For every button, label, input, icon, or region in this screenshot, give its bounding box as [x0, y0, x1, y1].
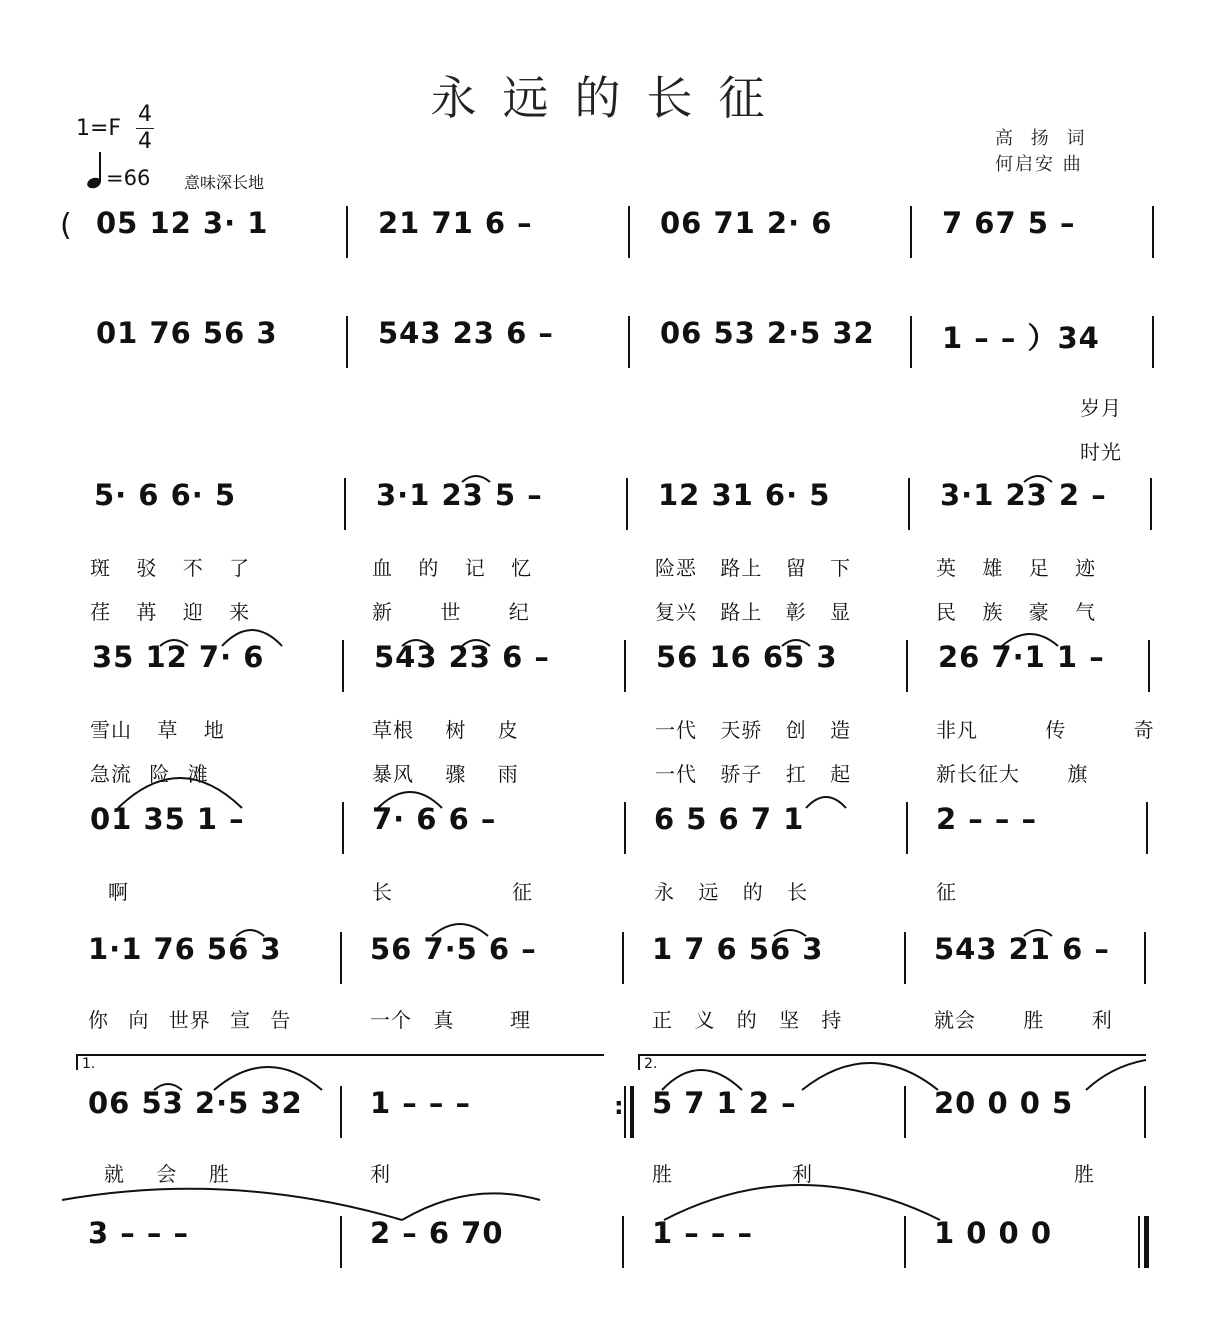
lyric: 时光 [1080, 440, 1122, 464]
volta-second-ending: 2. [638, 1054, 1146, 1070]
measure: 3 – – – [88, 1216, 189, 1250]
measure: 01 76 56 3 [96, 316, 278, 350]
lyric: 永 远 的 长 [654, 880, 809, 904]
measure: 56 16 65 3 [656, 640, 838, 674]
tempo-marking: =66 [106, 166, 151, 190]
lyric: 雪山 草 地 [90, 718, 225, 742]
measure: 35 12 7· 6 [92, 640, 265, 674]
lyric: 草根 树 皮 [372, 718, 519, 742]
expression-marking: 意味深长地 [184, 173, 265, 192]
measure: 05 12 3· 1 [96, 206, 269, 240]
measure: 26 7·1 1 – [938, 640, 1105, 674]
lyric: 荏 苒 迎 来 [90, 600, 251, 624]
lyric: 就 会 胜 [104, 1162, 230, 1186]
lyric: 急流 险 滩 [90, 762, 209, 786]
score-page: 永远的长征 高 扬 词 何启安 曲 1=F 4 4 =66 意味深长地 ( 05 12 3· 1 21 71 6 – 06 71 2· 6 7 67 5 – 01 76 56 3 543 23 6 – 06 53 2·5 32 1 – – ）34 岁月 时光 5· 6 6· 5 3·1 23 5 – 12 31 6· 5 3·1 23 2 – 斑 驳 不 了 血 的 记 忆 险恶 路上 留 下 英 雄 足 迹 荏 苒 迎 来 新 世 纪 复兴 路上 彰 显 民 族 豪 气 35 12 7· 6 543 23 6 – 56 16 65 3 26 7·1 1 – 雪山 草 地 草根 树 皮 一代 天骄 创 造 非凡 传 奇 急流 险 滩 暴风 骤 雨 一代 骄子 扛 起 新长征大 旗 01 35 1 – 7· 6 6 – 6 5 6 7 1 2 – – – 啊 长 征 永 远 的 长 征 1·1 76 56 3 56 7·5 6 – 1 7 6 56 3 543 21 6 – 你 向 世界 宣 告 一个 真 理 正 义 的 坚 持 就会 胜 利 1. 2. 06 53 2·5 32 1 – – – : 5 7 1 2 – 20 0 0 5 就 会 胜 利 胜 利 胜 3 – – – 2 – 6 70 1 – – – 1 0 0 0 [0, 0, 1221, 1330]
lyricist-credit: 高 扬 词 [995, 128, 1091, 149]
measure: 06 71 2· 6 [660, 206, 833, 240]
lyric: 新长征大 旗 [936, 762, 1089, 786]
measure: 20 0 0 5 [934, 1086, 1074, 1120]
lyric: 血 的 记 忆 [372, 556, 533, 580]
measure: 5· 6 6· 5 [94, 478, 237, 512]
lyric: 复兴 路上 彰 显 [655, 600, 852, 624]
lyric: 利 [370, 1162, 391, 1186]
measure: 1 0 0 0 [934, 1216, 1053, 1250]
lyric: 就会 胜 利 [934, 1008, 1113, 1032]
lyric: 正 义 的 坚 持 [652, 1008, 843, 1032]
key-signature: 1=F [76, 116, 122, 141]
measure: 12 31 6· 5 [658, 478, 831, 512]
measure: 543 23 6 – [378, 316, 554, 350]
measure: 1 – – ）34 [942, 321, 1100, 355]
time-signature-top: 4 [138, 102, 152, 127]
measure: 1·1 76 56 3 [88, 932, 282, 966]
measure: 543 23 6 – [374, 640, 550, 674]
measure: 6 5 6 7 1 [654, 802, 805, 836]
song-title: 永远的长征 [430, 71, 791, 125]
time-signature-bottom: 4 [138, 129, 152, 154]
measure: 2 – 6 70 [370, 1216, 504, 1250]
lyric: 新 世 纪 [372, 600, 530, 624]
lyric: 英 雄 足 迹 [936, 556, 1097, 580]
lyric: 岁月 [1080, 396, 1122, 420]
measure: 7 67 5 – [942, 206, 1076, 240]
measure: 543 21 6 – [934, 932, 1110, 966]
measure: 1 7 6 56 3 [652, 932, 824, 966]
measure: 56 7·5 6 – [370, 932, 537, 966]
lyric: 一代 骄子 扛 起 [655, 762, 852, 786]
lyric: 暴风 骤 雨 [372, 762, 519, 786]
lyric: 一代 天骄 创 造 [655, 718, 852, 742]
lyric: 斑 驳 不 了 [90, 556, 251, 580]
lyric: 非凡 传 奇 [936, 718, 1155, 742]
measure: 7· 6 6 – [372, 802, 497, 836]
lyric: 你 向 世界 宣 告 [88, 1008, 292, 1032]
volta-first-ending: 1. [76, 1054, 604, 1070]
lyric: 长 [372, 880, 393, 904]
lyric: 利 [792, 1162, 813, 1186]
repeat-sign: : [614, 1092, 624, 1120]
measure: 3·1 23 5 – [376, 478, 543, 512]
lyric: 一个 真 [370, 1008, 455, 1032]
measure: 2 – – – [936, 802, 1037, 836]
measure: 01 35 1 – [90, 802, 245, 836]
lyric: 胜 [652, 1162, 673, 1186]
measure: 1 – – – [652, 1216, 753, 1250]
lyric: 理 [510, 1008, 531, 1032]
lyric: 征 [936, 880, 957, 904]
measure: 1 – – – [370, 1086, 471, 1120]
lyric: 民 族 豪 气 [936, 600, 1097, 624]
lyric: 胜 [1074, 1162, 1095, 1186]
measure: 21 71 6 – [378, 206, 533, 240]
lyric: 啊 [108, 880, 129, 904]
measure: 06 53 2·5 32 [88, 1086, 303, 1120]
measure: 3·1 23 2 – [940, 478, 1107, 512]
lyric: 险恶 路上 留 下 [655, 556, 852, 580]
lyric: 征 [512, 880, 533, 904]
composer-credit: 何启安 曲 [995, 154, 1083, 175]
measure: 06 53 2·5 32 [660, 316, 875, 350]
measure: 5 7 1 2 – [652, 1086, 797, 1120]
